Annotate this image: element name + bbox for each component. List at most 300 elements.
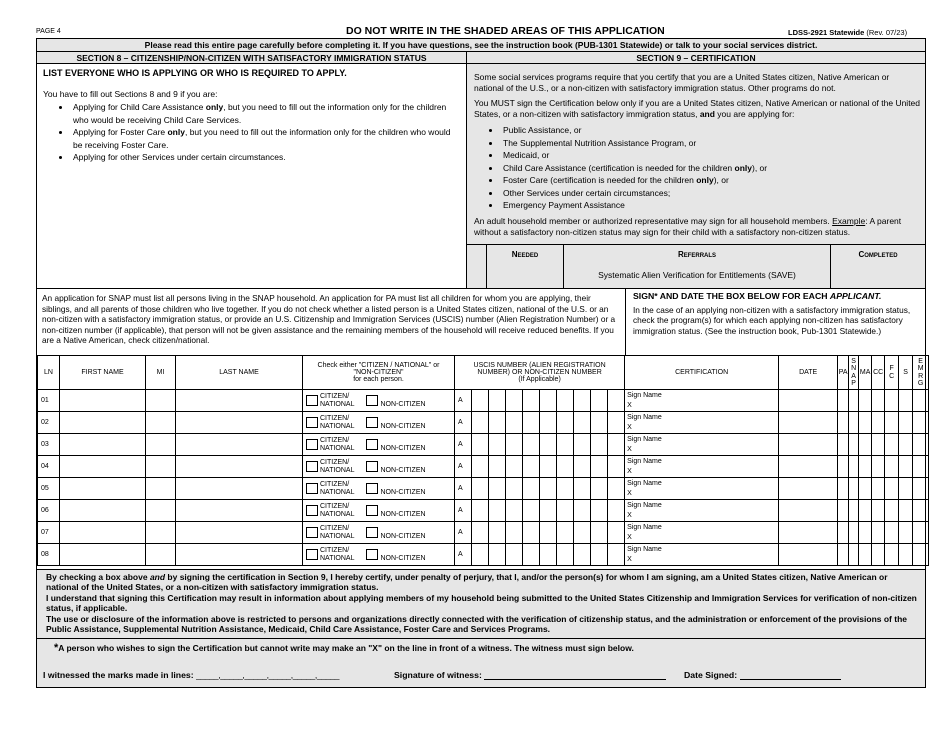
uscis-digit[interactable] <box>523 544 540 566</box>
program-emrg[interactable] <box>913 544 929 566</box>
col-last-name: LAST NAME <box>176 356 303 390</box>
date-cell[interactable] <box>779 412 838 434</box>
uscis-digit[interactable] <box>608 412 625 434</box>
program-pa[interactable] <box>838 544 849 566</box>
col-pa: PA <box>838 356 849 390</box>
program-s[interactable] <box>899 434 913 456</box>
sign-x-mark: X <box>627 423 632 431</box>
program-snap[interactable] <box>849 544 859 566</box>
col-s: S <box>899 356 913 390</box>
program-fc[interactable] <box>885 390 899 412</box>
col-ma: MA <box>859 356 872 390</box>
citizen-checkbox[interactable] <box>306 417 318 428</box>
col-certification: CERTIFICATION <box>625 356 779 390</box>
uscis-digit[interactable] <box>574 500 591 522</box>
cert-para2: I understand that signing this Certification may result in information about applying members of my household being submitted to the United States Citizenship and Immigration Services for verification of non-citizen status, if applicable. <box>46 592 917 614</box>
last-name-cell[interactable] <box>176 522 303 544</box>
citizen-checkbox[interactable] <box>306 395 318 406</box>
uscis-digit[interactable] <box>523 522 540 544</box>
uscis-digit[interactable] <box>608 456 625 478</box>
first-name-cell[interactable] <box>60 544 146 566</box>
uscis-digit[interactable] <box>472 544 489 566</box>
mi-cell[interactable] <box>146 544 176 566</box>
program-pa[interactable] <box>838 412 849 434</box>
uscis-digit[interactable] <box>489 412 506 434</box>
cert-para3: The use or disclosure of the information above is restricted to persons and organizations directly connected with the verification of citizenship status, and the administration or enforcement of the provisions of the Public Assistance, Supplemental Nutrition Assistance, Medicaid, Child Care Assistance, Foster Care and Services Programs. <box>46 613 907 635</box>
uscis-digit[interactable] <box>523 456 540 478</box>
uscis-digit[interactable] <box>608 500 625 522</box>
noncitizen-checkbox[interactable] <box>366 439 378 450</box>
bullet-text: , but you need to fill out the information only for the children who would be receiving Child Care Services. <box>73 102 447 125</box>
program-ma[interactable] <box>859 412 872 434</box>
uscis-digit[interactable] <box>540 434 557 456</box>
certification-signature[interactable] <box>625 434 779 456</box>
uscis-digit[interactable] <box>540 544 557 566</box>
program-snap[interactable] <box>849 478 859 500</box>
program-ma[interactable] <box>859 390 872 412</box>
uscis-digit[interactable] <box>489 390 506 412</box>
uscis-digit[interactable] <box>591 390 608 412</box>
citizen-label-line: NATIONAL <box>320 422 355 430</box>
date-cell[interactable] <box>779 544 838 566</box>
uscis-digit[interactable] <box>557 478 574 500</box>
certification-signature[interactable] <box>625 478 779 500</box>
date-cell[interactable] <box>779 456 838 478</box>
program-pa[interactable] <box>838 500 849 522</box>
uscis-digit[interactable] <box>523 478 540 500</box>
citizenship-cell <box>303 500 455 522</box>
program-ma[interactable] <box>859 544 872 566</box>
noncitizen-checkbox[interactable] <box>366 461 378 472</box>
header-letter: A <box>851 372 856 380</box>
last-name-cell[interactable] <box>176 500 303 522</box>
uscis-digit[interactable] <box>489 544 506 566</box>
program-emrg[interactable] <box>913 390 929 412</box>
date-cell[interactable] <box>779 522 838 544</box>
program-fc[interactable] <box>885 500 899 522</box>
col-emrg <box>913 356 929 390</box>
referral-save: Systematic Alien Verification for Entitlements (SAVE) <box>564 265 831 288</box>
noncitizen-label: NON-CITIZEN <box>380 444 426 452</box>
uscis-digit[interactable] <box>574 390 591 412</box>
page-title: DO NOT WRITE IN THE SHADED AREAS OF THIS APPLICATION <box>346 25 665 37</box>
program-snap[interactable] <box>849 456 859 478</box>
noncitizen-label: NON-CITIZEN <box>380 510 426 518</box>
citizen-label-line: CITIZEN/ <box>320 436 350 444</box>
col-fc <box>885 356 899 390</box>
uscis-digit[interactable] <box>557 522 574 544</box>
last-name-cell[interactable] <box>176 434 303 456</box>
line-number: 05 <box>38 478 60 500</box>
program-cc[interactable] <box>872 522 885 544</box>
program-s[interactable] <box>899 500 913 522</box>
household-table <box>37 355 929 566</box>
program-s[interactable] <box>899 412 913 434</box>
uscis-digit[interactable] <box>540 478 557 500</box>
uscis-digit[interactable] <box>472 456 489 478</box>
program-pa[interactable] <box>838 478 849 500</box>
citizen-label-line: NATIONAL <box>320 554 355 562</box>
program-emrg[interactable] <box>913 456 929 478</box>
header-line: "NON-CITIZEN" <box>353 369 404 376</box>
noncitizen-checkbox[interactable] <box>366 527 378 538</box>
mi-cell[interactable] <box>146 478 176 500</box>
program-emrg[interactable] <box>913 522 929 544</box>
date-cell[interactable] <box>779 500 838 522</box>
citizen-label-line: CITIZEN/ <box>320 414 350 422</box>
program-fc[interactable] <box>885 412 899 434</box>
first-name-cell[interactable] <box>60 390 146 412</box>
last-name-cell[interactable] <box>176 456 303 478</box>
uscis-digit[interactable] <box>591 500 608 522</box>
section9-body <box>467 64 925 244</box>
section9-adult-note <box>474 216 920 238</box>
header-line: (If Applicable) <box>518 376 561 383</box>
program-emrg[interactable] <box>913 412 929 434</box>
program-fc[interactable] <box>885 478 899 500</box>
sign-name-label: Sign Name <box>627 457 662 465</box>
mi-cell[interactable] <box>146 522 176 544</box>
mi-cell[interactable] <box>146 456 176 478</box>
date-signed-field[interactable] <box>740 670 841 680</box>
certification-signature[interactable] <box>625 456 779 478</box>
noncitizen-checkbox[interactable] <box>366 395 378 406</box>
citizen-label <box>320 481 355 497</box>
uscis-digit[interactable] <box>574 478 591 500</box>
citizen-checkbox[interactable] <box>306 527 318 538</box>
certification-signature[interactable] <box>625 412 779 434</box>
citizen-label <box>320 525 355 541</box>
col-cc: CC <box>872 356 885 390</box>
bullet-text: Applying for Foster Care <box>73 127 168 137</box>
program-snap[interactable] <box>849 390 859 412</box>
uscis-digit[interactable] <box>506 412 523 434</box>
uscis-digit[interactable] <box>557 544 574 566</box>
certification-signature[interactable] <box>625 500 779 522</box>
col-first-name: FIRST NAME <box>60 356 146 390</box>
citizen-label <box>320 547 355 563</box>
table-row <box>38 500 929 522</box>
program-emrg[interactable] <box>913 500 929 522</box>
bullet-emph: only <box>205 102 224 112</box>
sign-name-label: Sign Name <box>627 435 662 443</box>
last-name-cell[interactable] <box>176 478 303 500</box>
last-name-cell[interactable] <box>176 390 303 412</box>
first-name-cell[interactable] <box>60 522 146 544</box>
noncitizen-checkbox[interactable] <box>366 417 378 428</box>
uscis-digit[interactable] <box>489 478 506 500</box>
uscis-digit[interactable] <box>540 412 557 434</box>
uscis-digit[interactable] <box>540 522 557 544</box>
line-number: 03 <box>38 434 60 456</box>
citizen-label <box>320 437 355 453</box>
uscis-digit[interactable] <box>557 500 574 522</box>
uscis-digit[interactable] <box>472 390 489 412</box>
uscis-digit[interactable] <box>574 456 591 478</box>
citizen-label <box>320 415 355 431</box>
last-name-cell[interactable] <box>176 412 303 434</box>
section8-bullet: • Applying for other Services under certain circumstances. <box>71 151 462 164</box>
program-fc[interactable] <box>885 522 899 544</box>
uscis-digit[interactable] <box>608 544 625 566</box>
uscis-digit[interactable] <box>523 434 540 456</box>
program-cc[interactable] <box>872 544 885 566</box>
table-row <box>38 522 929 544</box>
program-cc[interactable] <box>872 500 885 522</box>
mi-cell[interactable] <box>146 500 176 522</box>
referrals-completed-header: Completed <box>831 245 925 265</box>
uscis-digit[interactable] <box>608 434 625 456</box>
program-ma[interactable] <box>859 478 872 500</box>
certification-statement <box>37 569 925 639</box>
first-name-cell[interactable] <box>60 456 146 478</box>
noncitizen-checkbox[interactable] <box>366 505 378 516</box>
date-cell[interactable] <box>779 390 838 412</box>
sign-x-mark: X <box>627 401 632 409</box>
citizen-label-line: CITIZEN/ <box>320 502 350 510</box>
program-snap[interactable] <box>849 500 859 522</box>
uscis-digit[interactable] <box>523 390 540 412</box>
section9-para2 <box>474 98 920 120</box>
section8-title: SECTION 8 – CITIZENSHIP/NON-CITIZEN WITH SATISFACTORY IMMIGRATION STATUS <box>37 52 467 64</box>
uscis-digit[interactable] <box>608 478 625 500</box>
para-text: you are applying for: <box>714 109 795 119</box>
uscis-digit[interactable] <box>557 412 574 434</box>
table-row <box>38 412 929 434</box>
bullet-text: , but you need to fill out the information only for the children who would be receiving Foster Care. <box>73 127 451 150</box>
citizen-checkbox[interactable] <box>306 439 318 450</box>
program-pa[interactable] <box>838 390 849 412</box>
program-pa[interactable] <box>838 434 849 456</box>
uscis-digit[interactable] <box>574 412 591 434</box>
mi-cell[interactable] <box>146 412 176 434</box>
citizen-label-line: CITIZEN/ <box>320 480 350 488</box>
program-ma[interactable] <box>859 434 872 456</box>
first-name-cell[interactable] <box>60 478 146 500</box>
header-letter: P <box>851 380 856 387</box>
uscis-digit[interactable] <box>506 456 523 478</box>
citizen-label-line: NATIONAL <box>320 466 355 474</box>
citizenship-cell <box>303 390 455 412</box>
date-cell[interactable] <box>779 434 838 456</box>
referrals-needed-header: Needed <box>487 245 564 265</box>
uscis-digit[interactable] <box>523 412 540 434</box>
table-row <box>38 544 929 566</box>
noncitizen-checkbox[interactable] <box>366 483 378 494</box>
col-ln: LN <box>38 356 60 390</box>
citizenship-cell <box>303 522 455 544</box>
header-letter: M <box>917 365 924 372</box>
section9-title: SECTION 9 – CERTIFICATION <box>467 52 925 64</box>
uscis-digit[interactable] <box>557 390 574 412</box>
bullet-text: Applying for Child Care Assistance <box>73 102 206 112</box>
program-fc[interactable] <box>885 456 899 478</box>
header-letter: N <box>851 365 857 372</box>
program-cc[interactable] <box>872 434 885 456</box>
program-fc[interactable] <box>885 544 899 566</box>
uscis-digit[interactable] <box>540 500 557 522</box>
uscis-digit[interactable] <box>489 456 506 478</box>
program-item <box>501 162 917 175</box>
program-s[interactable] <box>899 478 913 500</box>
sign-name-label: Sign Name <box>627 545 662 553</box>
uscis-prefix: A <box>455 500 472 522</box>
line-number: 04 <box>38 456 60 478</box>
cert-emph: and <box>149 572 166 582</box>
program-ma[interactable] <box>859 522 872 544</box>
program-ma[interactable] <box>859 456 872 478</box>
witness-note <box>54 642 634 654</box>
citizen-label-line: CITIZEN/ <box>320 524 350 532</box>
witnessed-lines-input[interactable]: _____,_____,_____,_____,_____,_____ <box>196 670 340 680</box>
uscis-digit[interactable] <box>574 434 591 456</box>
section9-para1: Some social services programs require that you certify that you are a United States citizen, Native American or national of the U.S., or a non-citizen with satisfactory immigration status. Other programs do not. <box>474 72 890 93</box>
uscis-digit[interactable] <box>540 456 557 478</box>
uscis-prefix: A <box>455 478 472 500</box>
uscis-digit[interactable] <box>489 500 506 522</box>
program-snap[interactable] <box>849 412 859 434</box>
mi-cell[interactable] <box>146 390 176 412</box>
form-revision: (Rev. 07/23) <box>866 28 908 37</box>
program-item: • Other Services under certain circumstances; <box>501 187 917 200</box>
table-row <box>38 478 929 500</box>
program-fc[interactable] <box>885 434 899 456</box>
heading-text: SIGN* AND DATE THE BOX BELOW FOR EACH <box>633 291 830 301</box>
uscis-digit[interactable] <box>591 544 608 566</box>
uscis-digit[interactable] <box>574 522 591 544</box>
program-snap[interactable] <box>849 434 859 456</box>
header-letter: R <box>918 372 924 380</box>
mi-cell[interactable] <box>146 434 176 456</box>
program-pa[interactable] <box>838 456 849 478</box>
uscis-digit[interactable] <box>472 412 489 434</box>
uscis-digit[interactable] <box>557 434 574 456</box>
program-emrg[interactable] <box>913 434 929 456</box>
cert-para1 <box>46 572 920 593</box>
date-cell[interactable] <box>779 478 838 500</box>
date-signed-label: Date Signed: <box>684 670 738 680</box>
first-name-cell[interactable] <box>60 500 146 522</box>
program-ma[interactable] <box>859 500 872 522</box>
uscis-digit[interactable] <box>557 456 574 478</box>
uscis-digit[interactable] <box>591 478 608 500</box>
program-cc[interactable] <box>872 412 885 434</box>
uscis-digit[interactable] <box>506 390 523 412</box>
uscis-digit[interactable] <box>574 544 591 566</box>
certification-signature[interactable] <box>625 544 779 566</box>
citizen-checkbox[interactable] <box>306 549 318 560</box>
citizen-label-line: NATIONAL <box>320 532 355 540</box>
section8-bullet <box>71 126 462 151</box>
last-name-cell[interactable] <box>176 544 303 566</box>
line-number: 08 <box>38 544 60 566</box>
referrals-margin <box>467 245 487 288</box>
uscis-digit[interactable] <box>506 544 523 566</box>
header-letter: S <box>851 357 856 365</box>
first-name-cell[interactable] <box>60 434 146 456</box>
program-cc[interactable] <box>872 390 885 412</box>
uscis-digit[interactable] <box>608 390 625 412</box>
citizen-label-line: NATIONAL <box>320 488 355 496</box>
uscis-digit[interactable] <box>591 522 608 544</box>
form-number: LDSS-2921 Statewide <box>788 28 865 37</box>
citizen-checkbox[interactable] <box>306 505 318 516</box>
col-citizenship-check <box>303 356 455 390</box>
uscis-digit[interactable] <box>472 434 489 456</box>
table-header-row <box>38 356 929 390</box>
sign-name-label: Sign Name <box>627 479 662 487</box>
uscis-digit[interactable] <box>506 434 523 456</box>
uscis-digit[interactable] <box>591 434 608 456</box>
sign-name-label: Sign Name <box>627 523 662 531</box>
uscis-digit[interactable] <box>523 500 540 522</box>
header-letter: G <box>917 380 924 387</box>
program-s[interactable] <box>899 544 913 566</box>
sign-box <box>625 288 925 355</box>
program-cc[interactable] <box>872 478 885 500</box>
line-number: 07 <box>38 522 60 544</box>
section8-body <box>37 64 467 288</box>
uscis-digit[interactable] <box>506 500 523 522</box>
uscis-digit[interactable] <box>506 478 523 500</box>
witness-signature-label: Signature of witness: <box>394 670 482 680</box>
uscis-digit[interactable] <box>472 522 489 544</box>
citizen-checkbox[interactable] <box>306 483 318 494</box>
program-s[interactable] <box>899 522 913 544</box>
certification-signature[interactable] <box>625 522 779 544</box>
section9-program-list <box>467 124 917 212</box>
section8-intro: You have to fill out Sections 8 and 9 if you are: <box>43 89 218 99</box>
uscis-digit[interactable] <box>489 522 506 544</box>
program-s[interactable] <box>899 390 913 412</box>
noncitizen-checkbox[interactable] <box>366 549 378 560</box>
citizen-label-line: CITIZEN/ <box>320 546 350 554</box>
program-s[interactable] <box>899 456 913 478</box>
table-row <box>38 434 929 456</box>
uscis-digit[interactable] <box>608 522 625 544</box>
sign-x-mark: X <box>627 445 632 453</box>
header-line: NUMBER) OR NON-CITIZEN NUMBER <box>477 369 602 376</box>
noncitizen-label: NON-CITIZEN <box>380 554 426 562</box>
sign-box-heading <box>633 291 881 301</box>
uscis-digit[interactable] <box>506 522 523 544</box>
sign-name-label: Sign Name <box>627 413 662 421</box>
program-snap[interactable] <box>849 522 859 544</box>
program-emrg[interactable] <box>913 478 929 500</box>
program-cc[interactable] <box>872 456 885 478</box>
program-pa[interactable] <box>838 522 849 544</box>
uscis-digit[interactable] <box>472 500 489 522</box>
certification-signature[interactable] <box>625 390 779 412</box>
item-text: ), or <box>713 175 729 185</box>
line-number: 06 <box>38 500 60 522</box>
uscis-digit[interactable] <box>540 390 557 412</box>
uscis-digit[interactable] <box>591 456 608 478</box>
referrals-header: Referrals <box>564 245 831 265</box>
uscis-digit[interactable] <box>472 478 489 500</box>
citizen-checkbox[interactable] <box>306 461 318 472</box>
header-line: USCIS NUMBER (ALIEN REGISTRATION <box>473 362 606 369</box>
first-name-cell[interactable] <box>60 412 146 434</box>
uscis-digit[interactable] <box>591 412 608 434</box>
form-id <box>788 28 907 37</box>
program-item: • Emergency Payment Assistance <box>501 199 917 212</box>
witness-signature-field[interactable] <box>484 670 666 680</box>
uscis-digit[interactable] <box>489 434 506 456</box>
uscis-prefix: A <box>455 522 472 544</box>
citizen-label-line: CITIZEN/ <box>320 392 350 400</box>
header-line: for each person. <box>353 376 404 383</box>
